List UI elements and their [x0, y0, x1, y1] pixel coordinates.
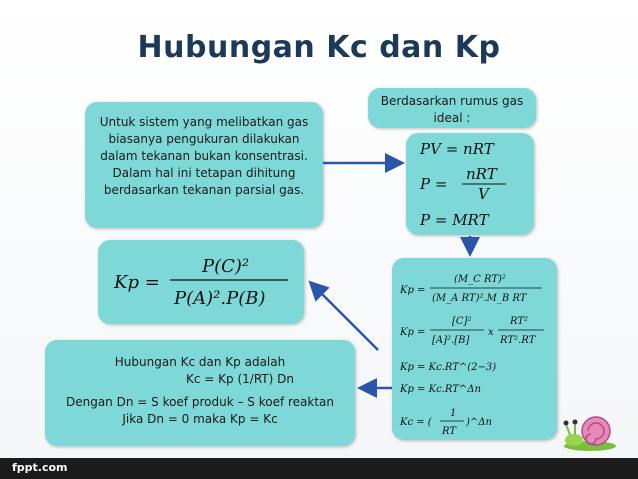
- kp-formula-den: P(A)².P(B): [174, 288, 266, 309]
- derivation-5-lhs: Kc = (: [400, 417, 432, 428]
- summary-line2: Kc = Kp (1/RT) Dn: [186, 372, 294, 386]
- derivation-5-num: 1: [450, 408, 457, 419]
- derivation-1-den: (M_A RT)².M_B RT: [432, 293, 527, 304]
- gas-law-eq2-lhs: P =: [420, 175, 448, 193]
- derivation-2-num2: RT²: [510, 316, 529, 327]
- summary-line4: Jika Dn = 0 maka Kp = Kc: [122, 412, 278, 426]
- gas-law-eq1: PV = nRT: [420, 140, 494, 158]
- derivation-box: [392, 258, 557, 440]
- derivation-5-rhs: )^Δn: [466, 417, 492, 428]
- kp-formula-lhs: Kp =: [114, 272, 160, 293]
- intro-box: [85, 102, 323, 228]
- gas-law-caption-box: [368, 88, 536, 128]
- derivation-1-lhs: Kp =: [400, 285, 426, 296]
- summary-line1: Hubungan Kc dan Kp adalah: [114, 355, 286, 369]
- gas-law-caption: Berdasarkan rumus gas ideal :: [380, 94, 524, 125]
- derivation-2-num1: [C]²: [452, 316, 472, 327]
- gas-law-box: [406, 133, 534, 235]
- footer-bar: [0, 458, 638, 479]
- kp-formula-num: P(C)²: [202, 256, 250, 277]
- derivation-3: Kp = Kc.RT^(2−3): [400, 362, 497, 373]
- slide-title: Hubungan Kc dan Kp: [137, 30, 501, 65]
- derivation-2-den1: [A]².[B]: [432, 335, 470, 346]
- snail-icon: [560, 404, 630, 454]
- derivation-4: Kp = Kc.RT^Δn: [400, 384, 481, 395]
- derivation-1-num: (M_C RT)²: [454, 274, 506, 285]
- footer-logo-text: fppt.com: [12, 461, 68, 474]
- gas-law-eq2-num: nRT: [466, 165, 497, 183]
- derivation-2-lhs: Kp =: [400, 327, 426, 338]
- summary-line3: Dengan Dn = S koef produk – S koef reaktan: [65, 395, 335, 409]
- derivation-2-x: x: [488, 327, 494, 338]
- derivation-equations: [392, 258, 557, 440]
- kp-formula: [98, 240, 304, 324]
- derivation-2-den2: RT².RT: [500, 335, 536, 346]
- gas-law-equations: [406, 133, 534, 235]
- summary-box: [45, 340, 355, 446]
- intro-text: Untuk sistem yang melibatkan gas biasanya pengukuran dilakukan dalam tekanan bukan konsentrasi. Dalam hal ini tetapan dihitung berdasarkan tekanan parsial gas.: [99, 115, 309, 197]
- gas-law-eq3: P = MRT: [420, 211, 489, 229]
- gas-law-eq2-den: V: [478, 185, 489, 203]
- kp-formula-box: [98, 240, 304, 324]
- derivation-5-den: RT: [442, 426, 457, 437]
